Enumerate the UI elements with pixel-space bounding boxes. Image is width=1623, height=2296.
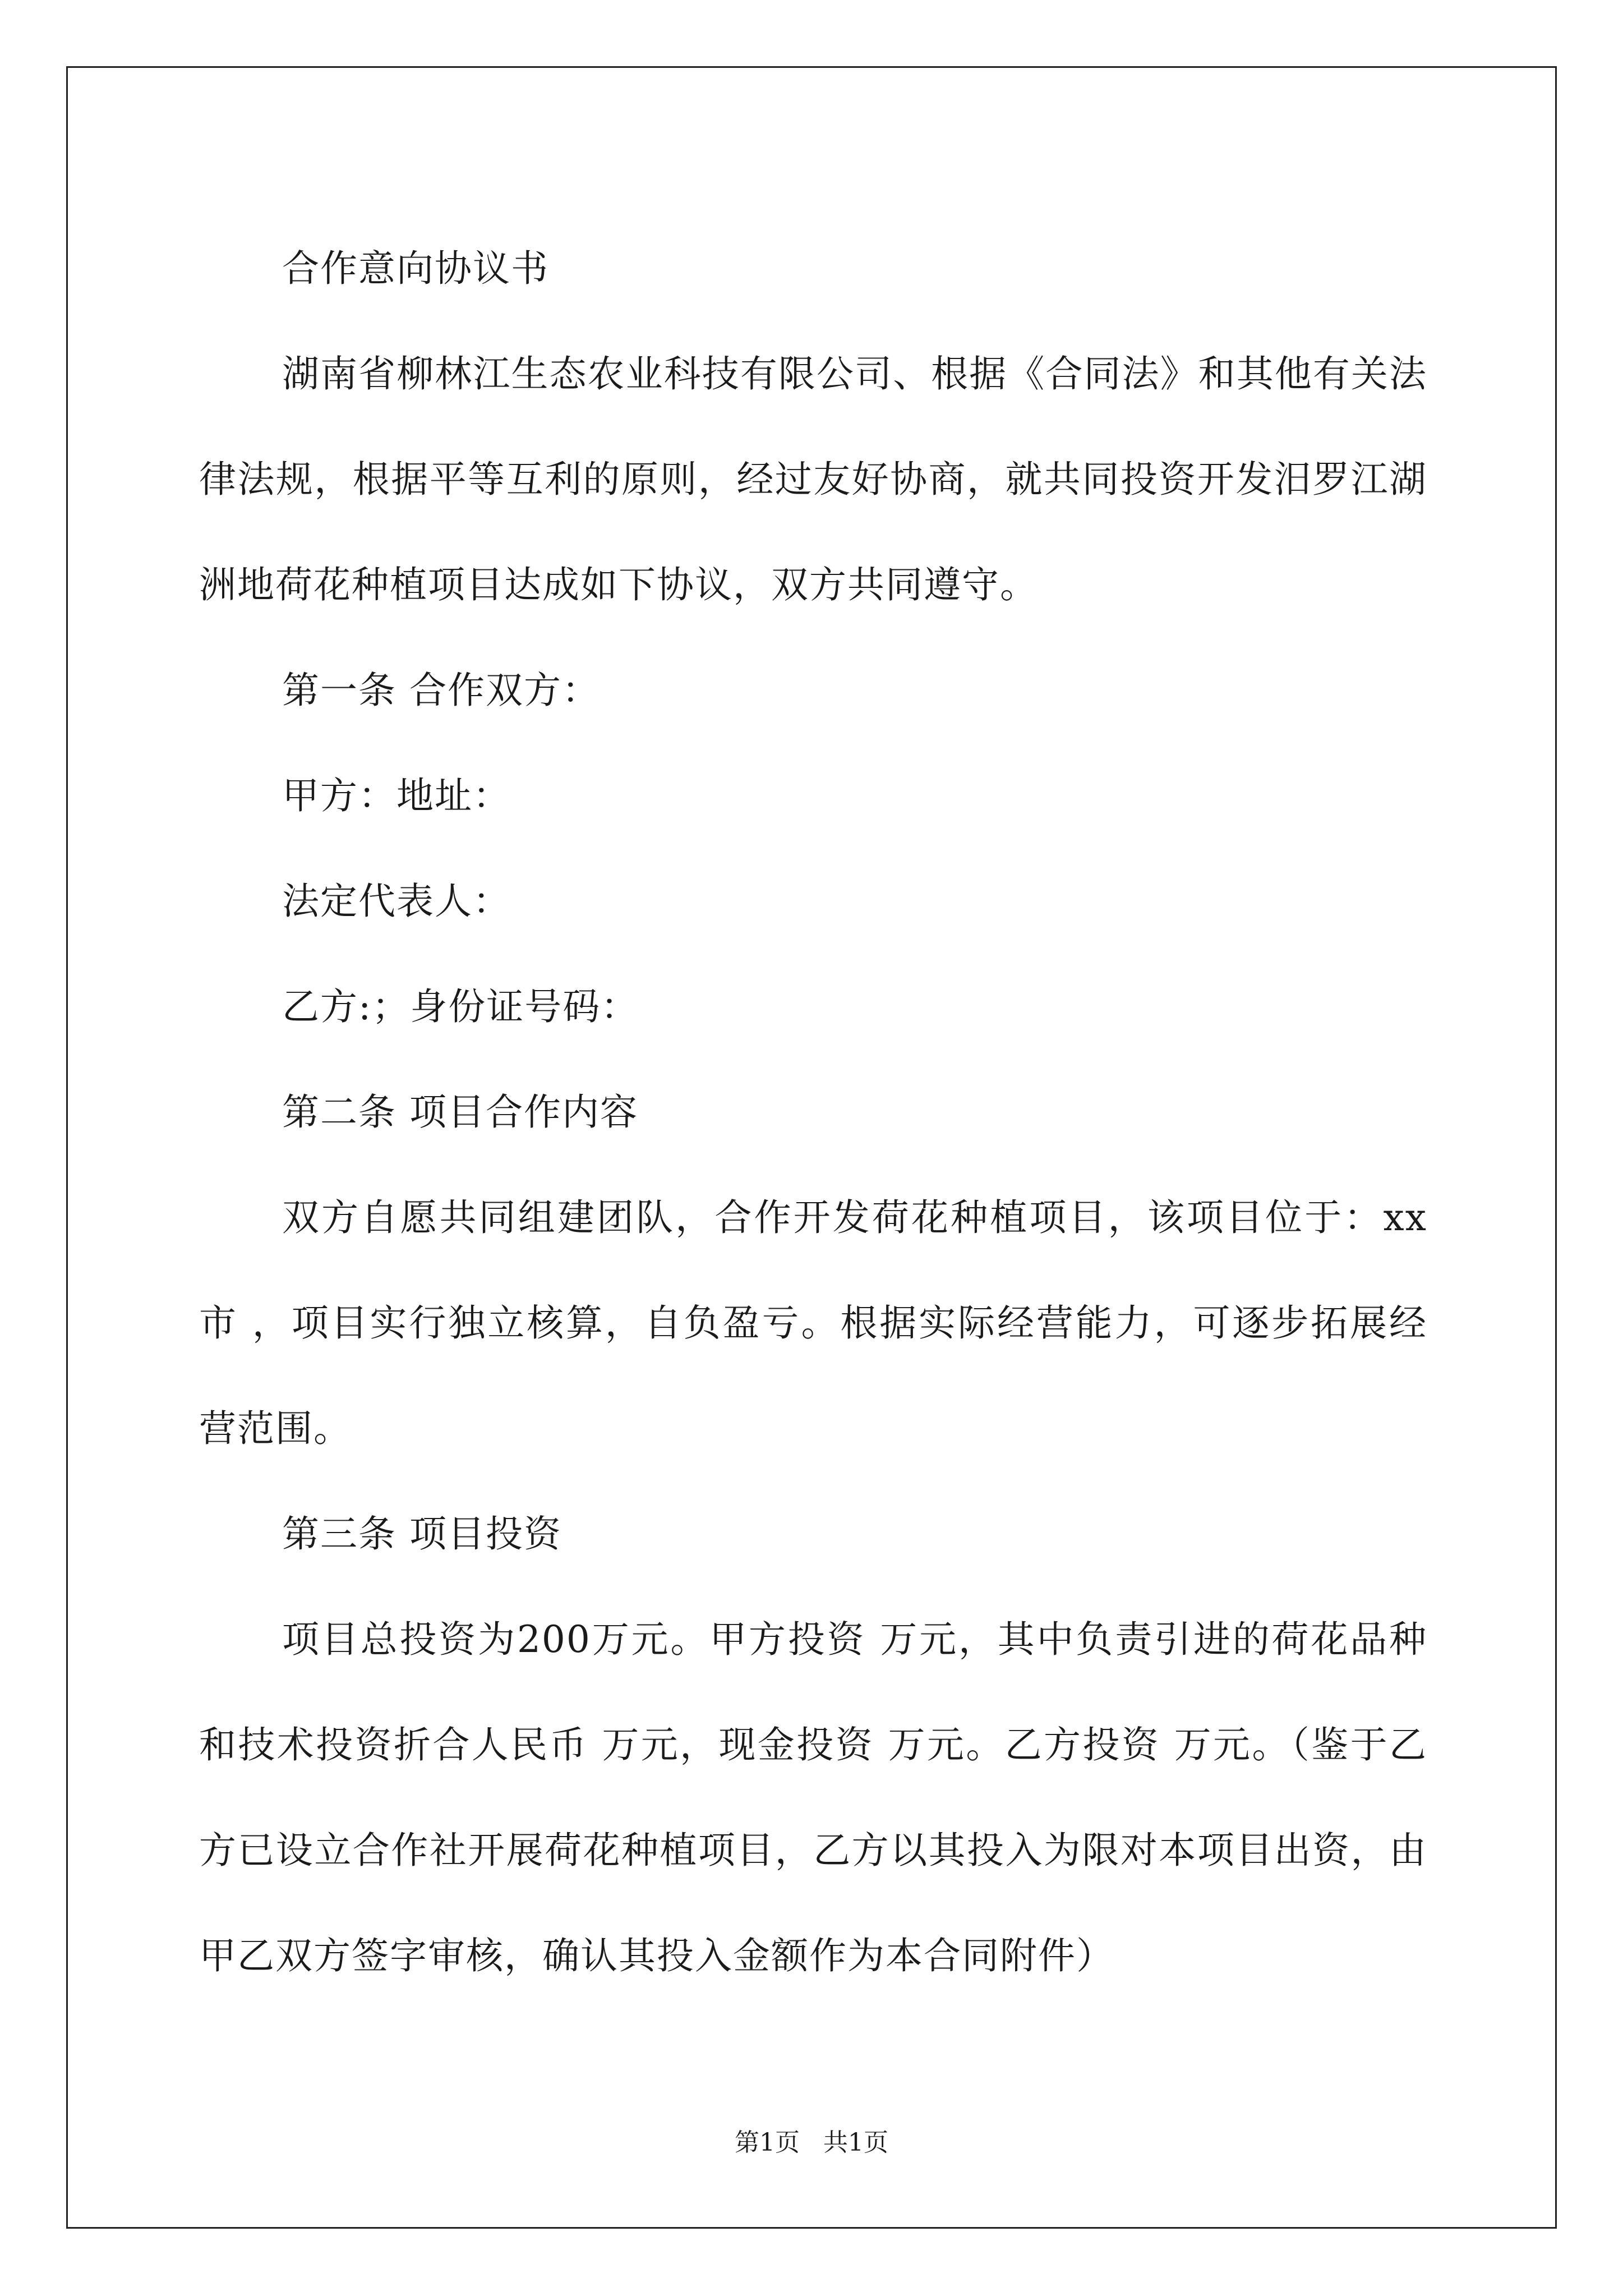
article-2-body: 双方自愿共同组建团队，合作开发荷花种植项目，该项目位于：xx市 ，项目实行独立核算，自负盈亏。根据实际经营能力，可逐步拓展经营范围。 [199, 1196, 1427, 1450]
legal-representative-line: 法定代表人： [282, 880, 511, 923]
total-pages: 共1页 [823, 2128, 888, 2157]
article-1-heading: 第一条 合作双方： [282, 669, 600, 712]
current-page-number: 第1页 [735, 2128, 800, 2157]
party-a-line: 甲方：地址： [282, 774, 511, 817]
article-3-heading: 第三条 项目投资 [282, 1512, 562, 1556]
document-body [199, 216, 1427, 2009]
intro-paragraph: 湖南省柳林江生态农业科技有限公司、根据《合同法》和其他有关法律法规，根据平等互利的原则，经过友好协商，就共同投资开发汨罗江湖洲地荷花种植项目达成如下协议，双方共同遵守。 [199, 352, 1427, 606]
page-footer [0, 2126, 1623, 2160]
article-2-heading: 第二条 项目合作内容 [282, 1091, 638, 1134]
article-3-body: 项目总投资为200万元。甲方投资 万元，其中负责引进的荷花品种和技术投资折合人民币 万元，现金投资 万元。乙方投资 万元。（鉴于乙方已设立合作社开展荷花种植项目，乙方以其投入为限对本项目出资，由甲乙双方签字审核，确认其投入金额作为本合同附件） [199, 1618, 1427, 1977]
document-title: 合作意向协议书 [282, 247, 549, 290]
party-b-line: 乙方:；身份证号码： [282, 985, 639, 1028]
